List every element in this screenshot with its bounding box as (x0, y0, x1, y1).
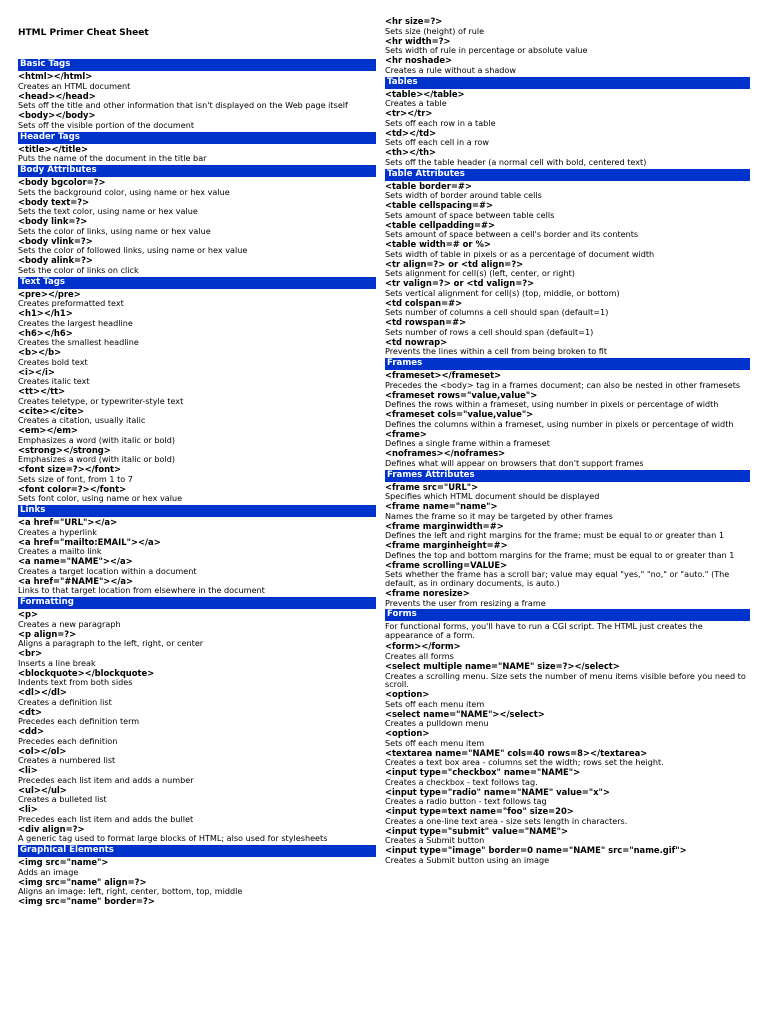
tag-description: Creates a new paragraph (18, 618, 121, 629)
tag-description: Prevents the lines within a cell from being broken to fit (385, 346, 608, 357)
tag-entry (385, 56, 750, 75)
tag-description: Sets alignment for cell(s) (left, center, or right) (385, 268, 575, 279)
tag-entry (18, 766, 376, 785)
tag-syntax: <input type="radio" name="NAME" value="x"> (385, 787, 610, 797)
section-intro: For functional forms, you'll have to run a CGI script. The HTML just creates the appearance of a form. (385, 621, 703, 641)
section (385, 169, 750, 357)
tag-syntax: <table cellspacing=#> (385, 201, 493, 210)
tag-syntax: <td nowrap> (385, 337, 448, 347)
tag-syntax: <table cellpadding=#> (385, 220, 496, 230)
tag-description: Sets font color, using name or hex value (18, 493, 183, 504)
tag-syntax: <td></td> (385, 128, 437, 138)
tag-syntax: <select multiple name="NAME" size=?></select> (385, 661, 620, 671)
tag-entry (385, 221, 750, 240)
tag-syntax: <p align=?> (18, 629, 77, 639)
tag-description: Creates a checkbox - text follows tag. (385, 776, 538, 787)
tag-syntax: <th></th> (385, 148, 437, 157)
section-heading: Frames Attributes (385, 470, 750, 482)
tag-syntax: <dd> (18, 727, 45, 736)
tag-syntax: <strong></strong> (18, 445, 111, 455)
tag-entry (385, 201, 750, 220)
section (18, 845, 376, 907)
tag-description: Creates a hyperlink (18, 526, 97, 537)
section-heading: Table Attributes (385, 169, 750, 181)
tag-syntax: <frameset cols="value,value"> (385, 410, 534, 419)
tag-description: Creates the largest headline (18, 317, 133, 328)
tag-description: Defines the left and right margins for the frame; must be equal to or greater than 1 (385, 530, 724, 541)
left-column (18, 0, 376, 1024)
tag-description: Sets off each cell in a row (385, 137, 489, 148)
tag-entry (18, 610, 376, 629)
tag-entry (18, 825, 376, 844)
tag-syntax: <frame src="URL"> (385, 482, 479, 492)
section-heading: Body Attributes (18, 165, 376, 177)
section-heading: Frames (385, 358, 750, 370)
tag-syntax: <i></i> (18, 367, 55, 377)
tag-entry (385, 410, 750, 429)
tag-description: Adds an image (18, 866, 79, 877)
tag-entry (385, 710, 750, 729)
tag-entry (18, 786, 376, 805)
tag-entry (385, 240, 750, 259)
tag-entry (18, 237, 376, 256)
tag-description: Defines the rows within a frameset, using number in pixels or percentage of width (385, 399, 719, 410)
tag-description: Precedes each definition term (18, 716, 140, 727)
section (18, 165, 376, 275)
tag-entry (18, 630, 376, 649)
tag-description: Sets vertical alignment for cell(s) (top, middle, or bottom) (385, 287, 620, 298)
tag-syntax: <font size=?></font> (18, 465, 122, 474)
tag-entry (385, 561, 750, 588)
tag-description: Specifies which HTML document should be displayed (385, 491, 600, 502)
tag-entry (18, 217, 376, 236)
tag-description: Sets width of rule in percentage or absolute value (385, 45, 588, 56)
tag-syntax: <body bgcolor=?> (18, 178, 106, 187)
tag-description: Sets width of border around table cells (385, 190, 542, 201)
tag-entry (385, 338, 750, 357)
tag-entry (18, 145, 376, 164)
tag-entry (18, 111, 376, 130)
tag-entry (385, 827, 750, 846)
tag-description: Sets the color of links, using name or hex value (18, 225, 211, 236)
tag-entry (18, 669, 376, 688)
tag-syntax: <frame> (385, 429, 427, 439)
page-title: HTML Primer Cheat Sheet (18, 28, 149, 38)
tag-description: Defines what will appear on browsers that don't support frames (385, 457, 644, 468)
tag-syntax: <ul></ul> (18, 785, 67, 795)
tag-entry (385, 129, 750, 148)
tag-syntax: <option> (385, 729, 430, 739)
tag-description: Precedes each definition (18, 735, 118, 746)
tag-syntax: <pre></pre> (18, 289, 81, 299)
section-heading: Graphical Elements (18, 845, 376, 857)
tag-description: Sets width of table in pixels or as a percentage of document width (385, 248, 655, 259)
tag-description: Creates a scrolling menu. Size sets the number of menu items visible before you need to scroll. (385, 670, 746, 690)
tag-syntax: <input type="checkbox" name="NAME"> (385, 768, 581, 778)
tag-syntax: <body vlink=?> (18, 236, 93, 246)
tag-description: Precedes the <body> tag in a frames document; can also be nested in other framesets (385, 379, 741, 390)
tag-description: Defines the top and bottom margins for the frame; must be equal to or greater than 1 (385, 549, 735, 560)
tag-syntax: <b></b> (18, 348, 62, 357)
section-heading: Text Tags (18, 277, 376, 289)
tag-entry (385, 430, 750, 449)
section-heading: Formatting (18, 597, 376, 609)
section (385, 77, 750, 167)
tag-syntax: <option> (385, 690, 430, 700)
tag-description: Creates a pulldown menu (385, 718, 489, 729)
tag-entry (385, 449, 750, 468)
tag-entry (385, 541, 750, 560)
tag-syntax: <table width=# or %> (385, 240, 491, 249)
tag-entry (18, 485, 376, 504)
tag-description: Aligns a paragraph to the left, right, or center (18, 638, 204, 649)
tag-entry (385, 260, 750, 279)
section-heading: Links (18, 505, 376, 517)
tag-syntax: <body alink=?> (18, 256, 93, 265)
tag-description: Creates teletype, or typewriter-style text (18, 395, 184, 406)
tag-entry (18, 348, 376, 367)
tag-entry (18, 538, 376, 557)
tag-syntax: <tr align=?> or <td align=?> (385, 259, 524, 269)
tag-syntax: <textarea name="NAME" cols=40 rows=8></textarea> (385, 748, 648, 758)
tag-entry (18, 649, 376, 668)
tag-description: Sets off the table header (a normal cell with bold, centered text) (385, 156, 647, 167)
tag-description: Emphasizes a word (with italic or bold) (18, 454, 175, 465)
tag-entry (18, 688, 376, 707)
tag-syntax: <h1></h1> (18, 309, 73, 318)
tag-description: Creates a definition list (18, 696, 112, 707)
tag-description: Sets amount of space between a cell's border and its contents (385, 229, 639, 240)
tag-syntax: <img src="name" align=?> (18, 877, 147, 887)
section (385, 358, 750, 468)
tag-entry (18, 256, 376, 275)
tag-description: Sets off the visible portion of the document (18, 119, 195, 130)
tag-syntax: <body text=?> (18, 197, 90, 207)
tag-description: Creates a text box area - columns set the width; rows set the height. (385, 757, 664, 768)
tag-description: Names the frame so it may be targeted by other frames (385, 510, 613, 521)
tag-entry (385, 37, 750, 56)
tag-syntax: <hr noshade> (385, 56, 453, 65)
tag-description: Creates a table (385, 98, 447, 109)
section (18, 277, 376, 504)
tag-entry (18, 747, 376, 766)
tag-syntax: <font color=?></font> (18, 484, 127, 494)
tag-description: Creates a citation, usually italic (18, 415, 146, 426)
tag-description: Creates the smallest headline (18, 337, 139, 348)
tag-entry (385, 502, 750, 521)
tag-description: A generic tag used to format large blocks of HTML; also used for stylesheets (18, 833, 328, 844)
tag-entry (18, 290, 376, 309)
tag-entry (18, 577, 376, 596)
tag-syntax: <img src="name"> (18, 858, 109, 867)
tag-syntax: <html></html> (18, 72, 93, 81)
tag-description: Creates a target location within a document (18, 565, 197, 576)
tag-description: Indents text from both sides (18, 677, 133, 688)
tag-entry (385, 483, 750, 502)
tag-description: Creates a rule without a shadow (385, 64, 517, 75)
tag-entry (18, 708, 376, 727)
tag-description: Links to that target location from elsewhere in the document (18, 585, 265, 596)
tag-entry (18, 446, 376, 465)
tag-entry (18, 72, 376, 91)
tag-entry (18, 329, 376, 348)
tag-entry (18, 727, 376, 746)
tag-syntax: <tr></tr> (385, 109, 433, 118)
tag-description: Sets number of columns a cell should span (default=1) (385, 307, 609, 318)
tag-syntax: <li> (18, 766, 38, 775)
tag-description: Precedes each list item and adds the bullet (18, 813, 194, 824)
tag-syntax: <frameset></frameset> (385, 371, 502, 380)
tag-syntax: <td colspan=#> (385, 298, 463, 308)
tag-syntax: <noframes></noframes> (385, 449, 506, 458)
tag-syntax: <td rowspan=#> (385, 318, 467, 327)
tag-entry (385, 690, 750, 709)
tag-syntax: <hr width=?> (385, 36, 451, 46)
tag-description: Aligns an image: left, right, center, bottom, top, middle (18, 886, 243, 897)
tag-syntax: <frame marginheight=#> (385, 541, 508, 550)
tag-description: Puts the name of the document in the title bar (18, 153, 207, 164)
tag-description: Creates a radio button - text follows tag (385, 796, 547, 807)
tag-description: Creates all forms (385, 651, 454, 661)
tag-description: Sets size (height) of rule (385, 25, 485, 36)
tag-entry (385, 109, 750, 128)
tag-description: Sets amount of space between table cells (385, 209, 555, 220)
tag-description: Defines the columns within a frameset, using number in pixels or percentage of width (385, 418, 734, 429)
tag-description: Sets size of font, from 1 to 7 (18, 473, 133, 484)
tag-description: Sets whether the frame has a scroll bar; value may equal "yes," "no," or "auto." (The default, as in ordinary documents, is auto.) (385, 569, 730, 588)
tag-syntax: <h6></h6> (18, 328, 73, 338)
tag-syntax: <frameset rows="value,value"> (385, 390, 538, 400)
tag-syntax: <p> (18, 610, 39, 619)
tag-syntax: <frame noresize> (385, 588, 470, 598)
tag-description: Defines a single frame within a frameset (385, 438, 550, 449)
tag-syntax: <frame name="name"> (385, 502, 498, 511)
tag-entry (385, 279, 750, 298)
tag-entry (385, 749, 750, 768)
tag-syntax: <a href="mailto:EMAIL"></a> (18, 537, 161, 547)
tag-description: Sets the background color, using name or hex value (18, 186, 230, 197)
tag-entry (18, 387, 376, 406)
tag-syntax: <em></em> (18, 426, 78, 435)
tag-entry (385, 589, 750, 608)
tag-entry (18, 878, 376, 897)
tag-description: Sets the color of followed links, using name or hex value (18, 245, 248, 256)
tag-entry (385, 788, 750, 807)
tag-entry (18, 557, 376, 576)
tag-description: Prevents the user from resizing a frame (385, 597, 546, 608)
section-heading: Forms (385, 609, 750, 621)
tag-description: Creates a Submit button (385, 835, 485, 846)
tag-entry (385, 807, 750, 826)
tag-entry (18, 805, 376, 824)
tag-syntax: <div align=?> (18, 824, 85, 834)
tag-syntax: <dl></dl> (18, 688, 67, 697)
tag-entry (18, 92, 376, 111)
tag-syntax: <a href="URL"></a> (18, 518, 118, 527)
tag-description: Inserts a line break (18, 657, 96, 668)
tag-syntax: <frame scrolling=VALUE> (385, 560, 508, 570)
tag-syntax: <table></table> (385, 89, 465, 99)
tag-entry (18, 426, 376, 445)
tag-description: Creates a Submit button using an image (385, 854, 550, 865)
tag-syntax: <cite></cite> (18, 406, 85, 416)
tag-entry (385, 299, 750, 318)
tag-entry (18, 858, 376, 877)
tag-syntax: <input type=text name="foo" size=20> (385, 807, 574, 817)
tag-description: Sets off the title and other information that isn't displayed on the Web page itself (18, 100, 348, 111)
tag-syntax: <li> (18, 805, 38, 814)
tag-entry (18, 178, 376, 197)
tag-entry (385, 729, 750, 748)
tag-syntax: <img src="name" border=?> (18, 897, 155, 906)
tag-entry (385, 90, 750, 109)
tag-entry (385, 371, 750, 390)
tag-description: Precedes each list item and adds a number (18, 774, 194, 785)
tag-description: Creates italic text (18, 376, 90, 387)
tag-description: Creates a bulleted list (18, 794, 107, 805)
tag-entry (385, 768, 750, 787)
tag-entry (18, 407, 376, 426)
tag-description: Sets off each menu item (385, 737, 485, 748)
tag-entry (385, 522, 750, 541)
tag-entry (18, 198, 376, 217)
tag-syntax: <ol></ol> (18, 746, 67, 756)
tag-description: Creates a one-line text area - size sets length in characters. (385, 815, 628, 826)
tag-description: Emphasizes a word (with italic or bold) (18, 434, 175, 445)
tag-syntax: <dt> (18, 707, 43, 717)
tag-description: Creates bold text (18, 356, 88, 367)
tag-description: Creates preformatted text (18, 298, 124, 309)
right-column (385, 0, 750, 1024)
tag-syntax: <title></title> (18, 144, 88, 154)
tag-syntax: <a href="#NAME"></a> (18, 576, 134, 586)
tag-syntax: <input type="image" border=0 name="NAME" src="name.gif"> (385, 846, 687, 856)
tag-syntax: <form></form> (385, 642, 461, 652)
tag-syntax: <tr valign=?> or <td valign=?> (385, 279, 535, 288)
section (18, 132, 376, 164)
tag-description: Creates an HTML document (18, 80, 131, 91)
tag-syntax: <select name="NAME"></select> (385, 709, 545, 719)
section-heading: Header Tags (18, 132, 376, 144)
tag-entry (18, 518, 376, 537)
tag-entry (385, 642, 750, 661)
right-sections (385, 77, 750, 865)
section (385, 470, 750, 608)
tag-entry (385, 148, 750, 167)
section-heading: Basic Tags (18, 59, 376, 71)
tag-entry (385, 846, 750, 865)
tag-entry (18, 368, 376, 387)
tag-syntax: <body></body> (18, 111, 96, 120)
tag-syntax: <input type="submit" value="NAME"> (385, 826, 568, 836)
section (18, 597, 376, 843)
tag-syntax: <a name="NAME"></a> (18, 557, 133, 566)
tag-syntax: <head></head> (18, 91, 96, 101)
tag-syntax: <frame marginwidth=#> (385, 521, 504, 531)
left-sections (18, 59, 376, 907)
tag-syntax: <blockquote></blockquote> (18, 668, 155, 678)
tag-syntax: <br> (18, 649, 43, 658)
tag-entry (18, 465, 376, 484)
section-heading: Tables (385, 77, 750, 89)
right-continued-entries (385, 0, 750, 75)
section (385, 609, 750, 864)
tag-description: Sets the text color, using name or hex value (18, 206, 198, 217)
tag-entry (385, 318, 750, 337)
section (18, 59, 376, 130)
tag-description: Sets the color of links on click (18, 264, 139, 275)
tag-entry (18, 897, 376, 907)
tag-entry (385, 391, 750, 410)
tag-description: Sets off each row in a table (385, 117, 496, 128)
tag-syntax: <tt></tt> (18, 387, 66, 396)
tag-description: Creates a numbered list (18, 755, 116, 766)
tag-syntax: <body link=?> (18, 217, 88, 226)
tag-description: Sets off each menu item (385, 698, 485, 709)
tag-entry (385, 662, 750, 689)
tag-entry (385, 17, 750, 36)
section (18, 505, 376, 595)
tag-entry (18, 309, 376, 328)
tag-syntax: <table border=#> (385, 181, 472, 191)
tag-syntax: <hr size=?> (385, 17, 443, 26)
tag-description: Sets number of rows a cell should span (default=1) (385, 326, 594, 337)
tag-entry (385, 182, 750, 201)
tag-description: Creates a mailto link (18, 546, 102, 557)
